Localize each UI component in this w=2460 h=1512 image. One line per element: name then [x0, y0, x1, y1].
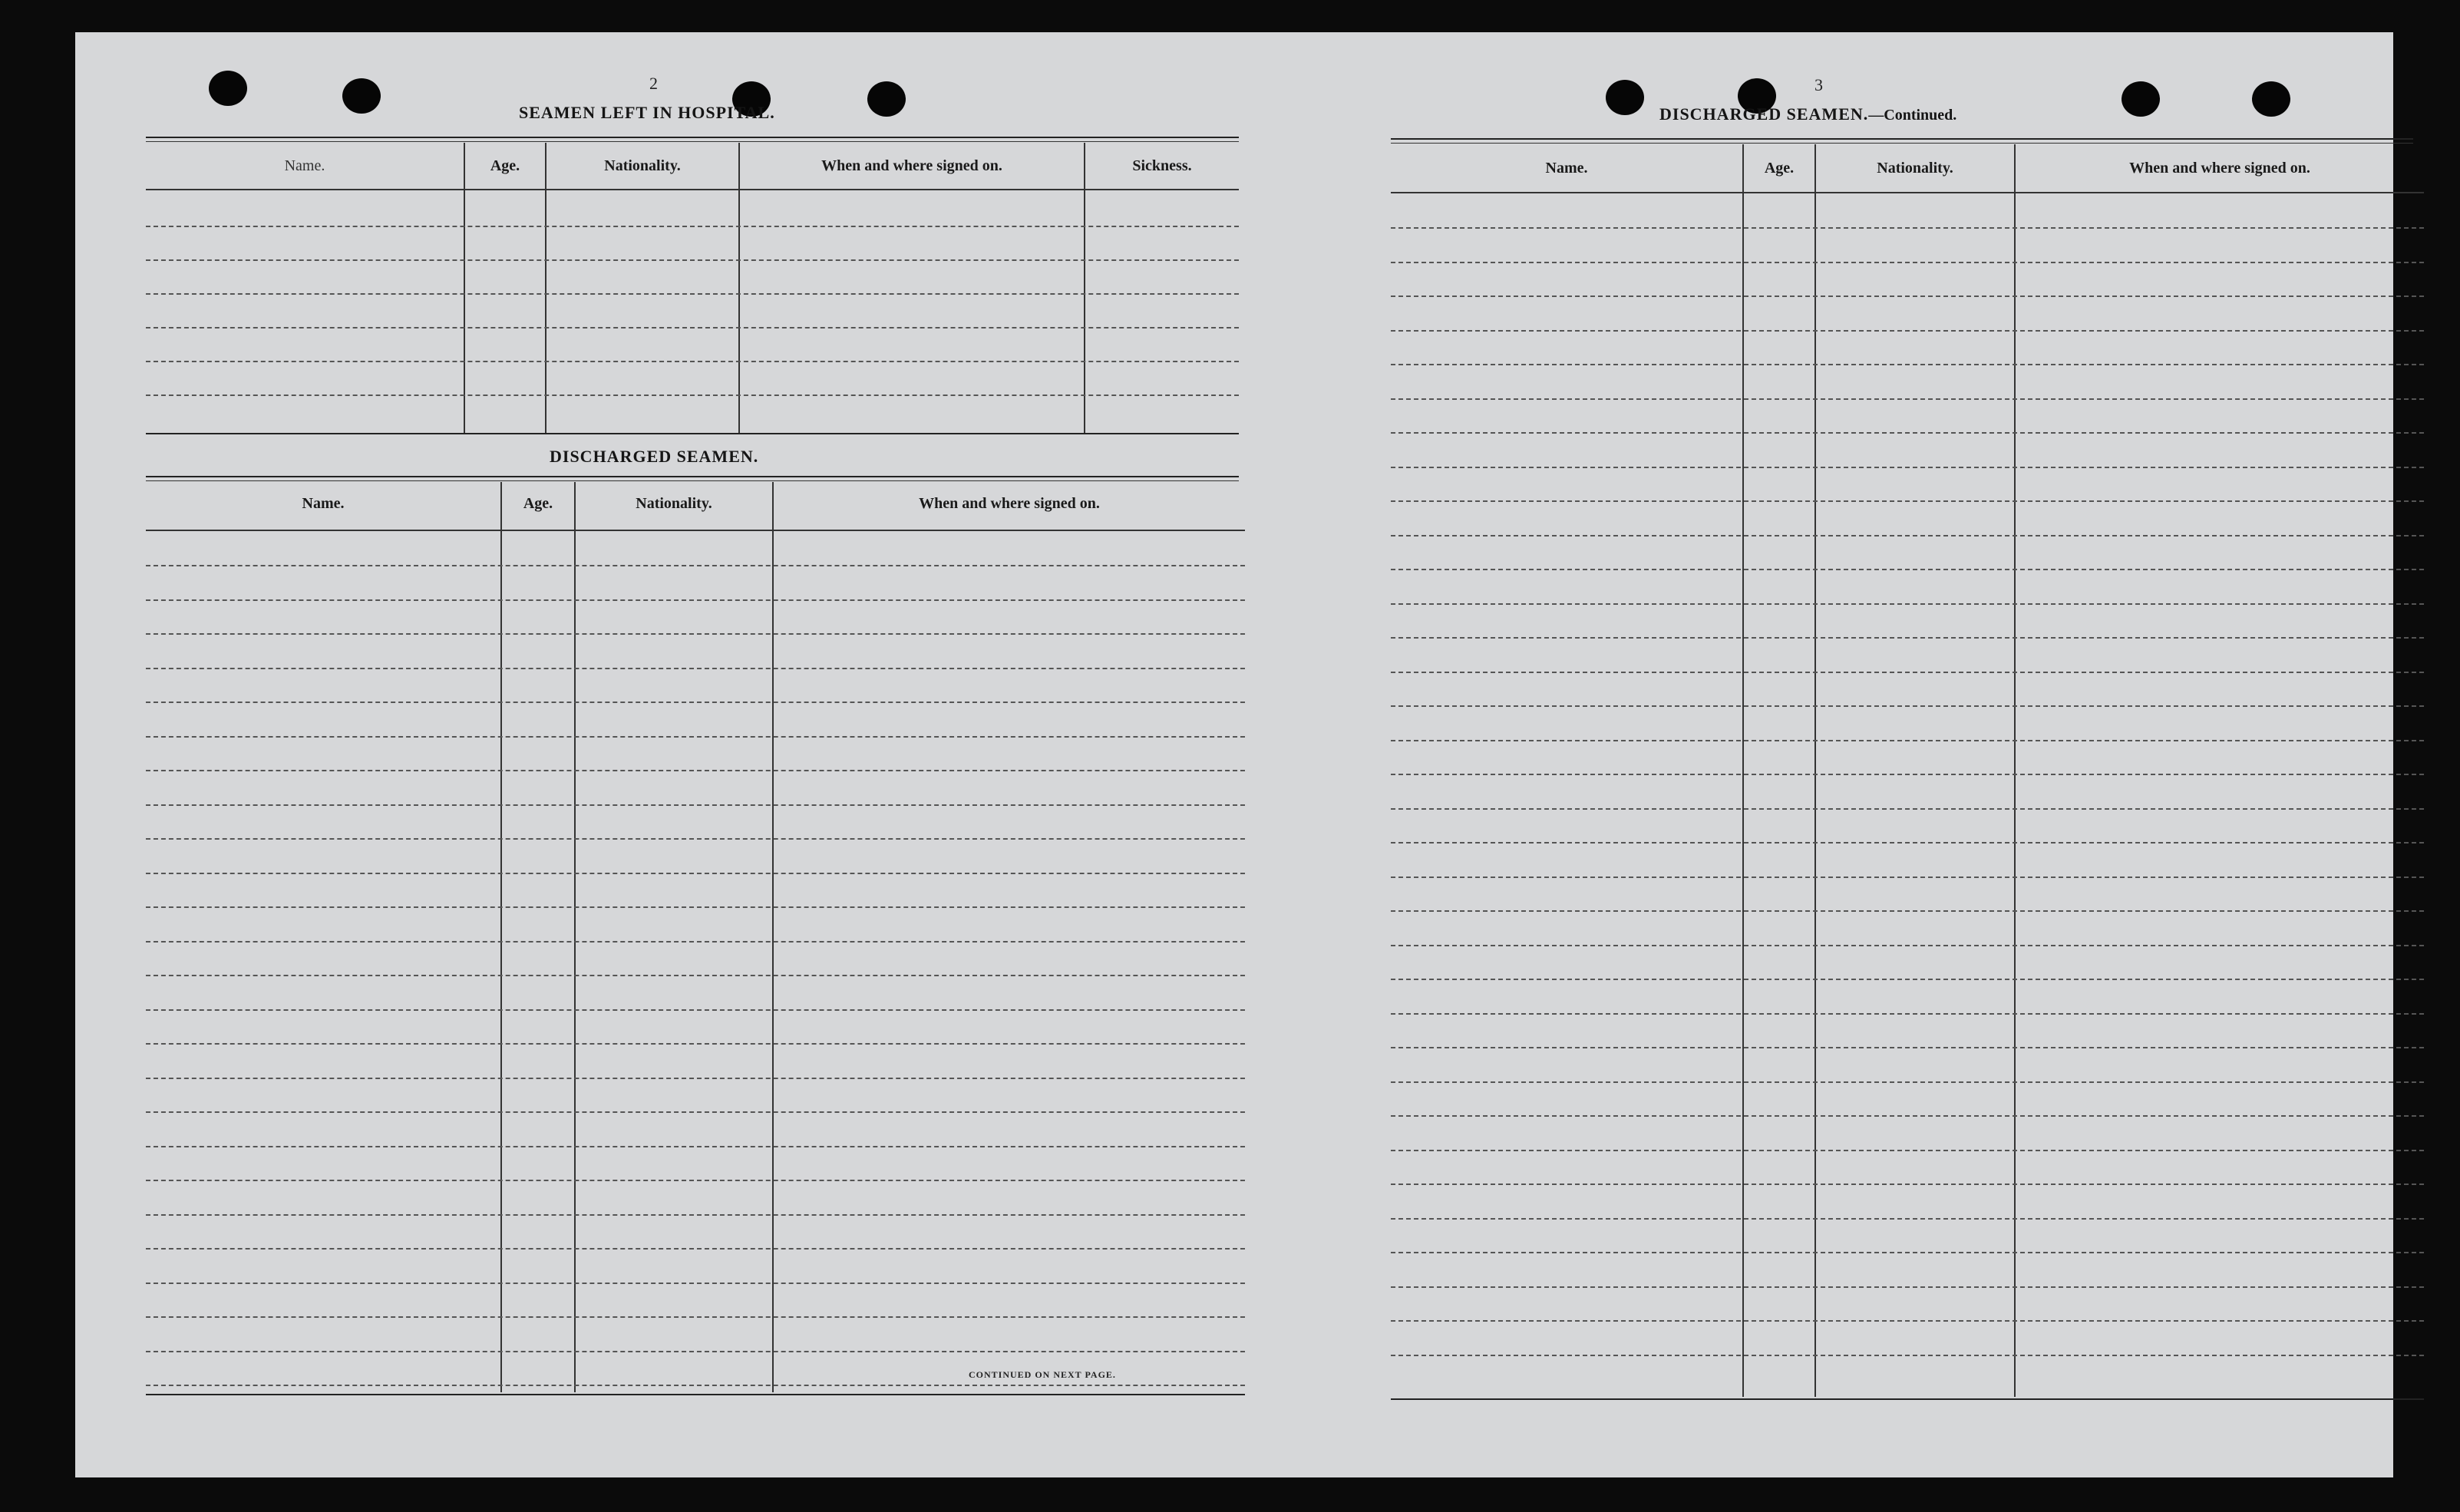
entry-line	[146, 1180, 1245, 1181]
table-bottom-rule	[146, 1394, 1245, 1395]
entry-line	[146, 941, 1245, 943]
document-sheet	[75, 32, 2393, 1477]
top-rule-inner	[146, 141, 1239, 142]
entry-line	[1391, 842, 2424, 843]
column-header: Nationality.	[636, 494, 712, 512]
entry-line	[1391, 1047, 2424, 1048]
column-name	[1391, 144, 1742, 1397]
column-header: When and where signed on.	[919, 494, 1100, 512]
column-header: Age.	[523, 494, 553, 512]
column-header: Sickness.	[1132, 157, 1192, 174]
entry-line	[146, 293, 1239, 295]
entry-line	[1391, 569, 2424, 570]
entry-line	[1391, 1218, 2424, 1220]
entry-line	[146, 259, 1239, 261]
punch-hole	[2252, 81, 2290, 117]
column-signed-on	[740, 143, 1084, 434]
entry-line	[1391, 637, 2424, 639]
entry-line	[146, 1283, 1245, 1284]
entry-line	[1391, 295, 2424, 297]
entry-line	[146, 1111, 1245, 1113]
column-nationality	[576, 482, 772, 1392]
column-header: Name.	[284, 157, 325, 174]
entry-line	[1391, 740, 2424, 741]
column-signed-on	[2016, 144, 2424, 1397]
entry-line	[146, 1078, 1245, 1079]
column-age	[465, 143, 545, 434]
entry-line	[1391, 705, 2424, 707]
entry-line	[1391, 808, 2424, 810]
column-nationality	[1816, 144, 2014, 1397]
entry-line	[1391, 1320, 2424, 1322]
section-rule-inner	[146, 480, 1239, 481]
entry-line	[146, 1316, 1245, 1318]
page-number: 2	[649, 74, 659, 93]
entry-line	[146, 395, 1239, 396]
entry-line	[1391, 979, 2424, 980]
entry-line	[1391, 672, 2424, 673]
entry-line	[1391, 330, 2424, 332]
entry-line	[1391, 1115, 2424, 1117]
hospital-section-title: SEAMEN LEFT IN HOSPITAL.	[519, 103, 775, 122]
column-age	[502, 482, 574, 1392]
entry-line	[146, 633, 1245, 635]
table-bottom-rule	[146, 433, 1239, 434]
column-name	[146, 143, 464, 434]
column-name	[146, 482, 500, 1392]
entry-line	[1391, 910, 2424, 912]
entry-line	[146, 668, 1245, 669]
entry-line	[146, 873, 1245, 874]
entry-line	[146, 327, 1239, 328]
discharged-continued-table	[1391, 144, 2424, 1397]
entry-line	[1391, 432, 2424, 434]
column-header: When and where signed on.	[821, 157, 1002, 174]
entry-line	[1391, 398, 2424, 400]
entry-line	[1391, 1355, 2424, 1356]
entry-line	[1391, 1252, 2424, 1253]
column-header: Nationality.	[1877, 159, 1953, 177]
punch-hole	[1606, 80, 1644, 115]
punch-hole	[2122, 81, 2160, 117]
page-number: 3	[1814, 75, 1824, 94]
section-rule	[146, 476, 1239, 477]
entry-line	[146, 1043, 1245, 1045]
section-title-text: DISCHARGED SEAMEN.	[1659, 104, 1869, 124]
table-bottom-rule	[1391, 1398, 2424, 1400]
entry-line	[1391, 603, 2424, 605]
entry-line	[146, 361, 1239, 362]
discharged-continued-title	[1659, 104, 1956, 124]
entry-line	[1391, 876, 2424, 878]
top-rule	[146, 137, 1239, 138]
entry-line	[1391, 1286, 2424, 1288]
entry-line	[1391, 262, 2424, 263]
entry-line	[1391, 1184, 2424, 1185]
column-sickness	[1085, 143, 1239, 434]
entry-line	[146, 1009, 1245, 1011]
entry-line	[1391, 945, 2424, 946]
column-header: Name.	[1545, 159, 1588, 177]
column-age	[1744, 144, 1814, 1397]
entry-line	[146, 599, 1245, 601]
column-header: Name.	[302, 494, 345, 512]
entry-line	[146, 226, 1239, 227]
entry-line	[1391, 467, 2424, 468]
punch-hole	[867, 81, 906, 117]
entry-line	[146, 906, 1245, 908]
continued-note: CONTINUED ON NEXT PAGE.	[969, 1369, 1116, 1380]
entry-line	[146, 736, 1245, 738]
entry-line	[1391, 1013, 2424, 1015]
entry-line	[146, 1248, 1245, 1250]
top-rule-inner	[1391, 143, 2413, 144]
column-nationality	[546, 143, 738, 434]
column-signed-on	[774, 482, 1245, 1392]
entry-line	[1391, 1081, 2424, 1083]
discharged-table	[146, 482, 1245, 1392]
column-header: Age.	[490, 157, 520, 174]
left-page	[75, 32, 1273, 1477]
punch-hole	[342, 78, 381, 114]
entry-line	[1391, 227, 2424, 229]
hospital-table	[146, 143, 1239, 434]
entry-line	[146, 1385, 1245, 1386]
punch-hole	[209, 71, 247, 106]
top-rule	[1391, 138, 2413, 140]
column-header: Age.	[1764, 159, 1795, 177]
entry-line	[1391, 500, 2424, 502]
entry-line	[1391, 364, 2424, 365]
entry-line	[146, 1214, 1245, 1216]
entry-line	[146, 702, 1245, 703]
continued-suffix: —Continued.	[1868, 107, 1957, 124]
right-page	[1273, 32, 2393, 1477]
entry-line	[146, 975, 1245, 976]
column-header: When and where signed on.	[2129, 159, 2310, 177]
entry-line	[146, 838, 1245, 840]
entry-line	[146, 770, 1245, 771]
entry-line	[1391, 774, 2424, 775]
entry-line	[146, 1351, 1245, 1352]
entry-line	[146, 804, 1245, 806]
entry-line	[146, 565, 1245, 566]
entry-line	[1391, 535, 2424, 536]
entry-line	[146, 1146, 1245, 1147]
column-header: Nationality.	[604, 157, 681, 174]
discharged-section-title: DISCHARGED SEAMEN.	[550, 447, 759, 466]
entry-line	[1391, 1150, 2424, 1151]
